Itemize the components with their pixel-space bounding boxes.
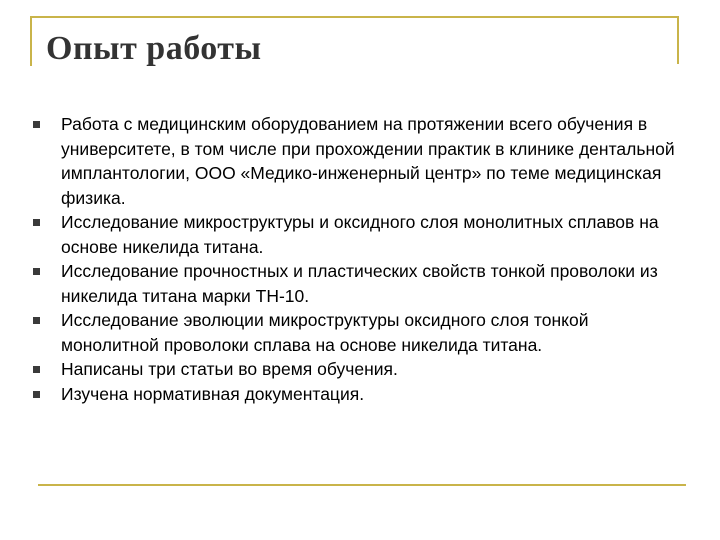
square-bullet-icon (33, 391, 40, 398)
bullet-item (30, 357, 690, 382)
square-bullet-icon (33, 317, 40, 324)
bullet-text: Исследование прочностных и пластических свойств тонкой проволоки из никелида титана марки ТН-10. (61, 261, 658, 306)
slide-title: Опыт работы (46, 30, 262, 67)
bullet-text: Работа с медицинским оборудованием на протяжении всего обучения в университете, в том числе при прохождении практик в клинике дентальной имплантологии, ООО «Медико-инженерный центр» по теме медицинская физика. (61, 114, 675, 208)
frame-right-line (677, 16, 679, 64)
bullet-text: Исследование эволюции микроструктуры оксидного слоя тонкой монолитной проволоки сплава на основе никелида титана. (61, 310, 589, 355)
frame-top-line (30, 16, 679, 18)
bullet-item (30, 259, 690, 308)
bullet-text: Исследование микроструктуры и оксидного слоя монолитных сплавов на основе никелида титана. (61, 212, 659, 257)
frame-left-line (30, 16, 32, 66)
bullet-list (30, 112, 690, 406)
bullet-item (30, 112, 690, 210)
bullet-text: Написаны три статьи во время обучения. (61, 359, 398, 379)
frame-bottom-line (38, 484, 686, 486)
square-bullet-icon (33, 366, 40, 373)
square-bullet-icon (33, 121, 40, 128)
square-bullet-icon (33, 268, 40, 275)
bullet-item (30, 308, 690, 357)
bullet-item (30, 210, 690, 259)
bullet-text: Изучена нормативная документация. (61, 383, 365, 404)
bullet-item (30, 382, 690, 407)
square-bullet-icon (33, 219, 40, 226)
